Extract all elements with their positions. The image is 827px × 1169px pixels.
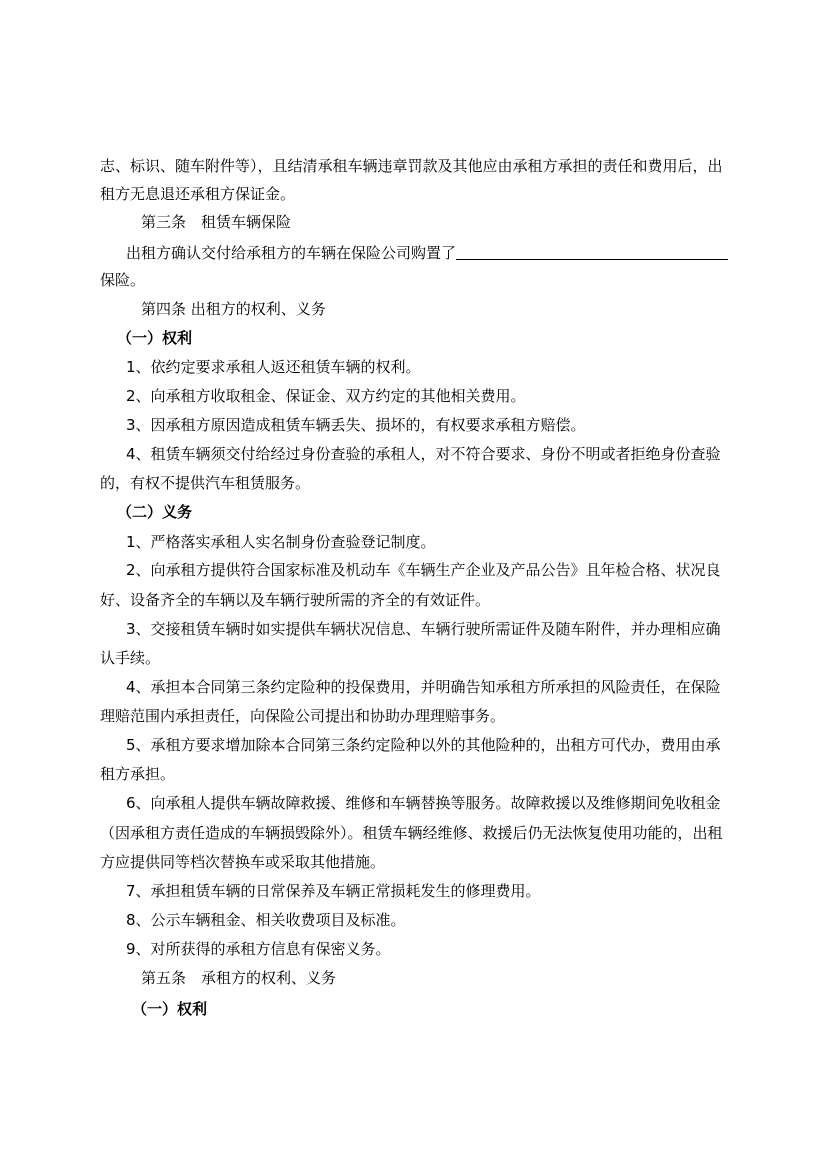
list-item-cont: 理赔范围内承担责任，向保险公司提出和协助办理理赔事务。 — [100, 707, 506, 725]
article-4-title: 第四条 出租方的权利、义务 — [141, 300, 326, 318]
list-item-cont: 认手续。 — [100, 649, 161, 667]
list-item: 2、向承租方提供符合国家标准及机动车《车辆生产企业及产品公告》且年检合格、状况良 — [126, 561, 721, 579]
article-3-title: 第三条 租赁车辆保险 — [141, 213, 292, 231]
paragraph-line: 志、标识、随车附件等），且结清承租车辆违章罚款及其他应由承租方承担的责任和费用后，出 — [100, 157, 723, 175]
list-item: 4、承担本合同第三条约定险种的投保费用，并明确告知承租方所承担的风险责任，在保险 — [126, 678, 721, 696]
list-item: 9、对所获得的承租方信息有保密义务。 — [126, 940, 391, 958]
list-item-cont: 租方承担。 — [100, 765, 176, 783]
list-item-cont: 好、设备齐全的车辆以及车辆行驶所需的齐全的有效证件。 — [100, 591, 491, 609]
list-item: 3、因承租方原因造成租赁车辆丢失、损坏的，有权要求承租方赔偿。 — [126, 416, 586, 434]
list-item-cont: （因承租方责任造成的车辆损毁除外）。租赁车辆经维修、救援后仍无法恢复使用功能的，出租 — [100, 824, 723, 842]
list-item-cont: 方应提供同等档次替换车或采取其他措施。 — [100, 853, 386, 871]
list-item: 5、承租方要求增加除本合同第三条约定险种以外的其他险种的，出租方可代办，费用由承 — [126, 736, 721, 754]
list-item: 1、依约定要求承租人返还租赁车辆的权利。 — [126, 358, 421, 376]
rights-heading: （一）权利 — [132, 1000, 208, 1018]
rights-heading: （一）权利 — [117, 329, 193, 347]
article-5-title: 第五条 承租方的权利、义务 — [141, 969, 337, 987]
list-item: 4、租赁车辆须交付给经过身份查验的承租人，对不符合要求、身份不明或者拒绝身份查验 — [126, 445, 721, 463]
article-3-line — [126, 243, 728, 263]
list-item: 2、向承租方收取租金、保证金、双方约定的其他相关费用。 — [126, 387, 526, 405]
list-item: 3、交接租赁车辆时如实提供车辆状况信息、车辆行驶所需证件及随车附件，并办理相应确 — [126, 620, 721, 638]
insurance-blank-line — [456, 243, 728, 260]
paragraph-line: 租方无息退还承租方保证金。 — [100, 185, 296, 203]
list-item: 8、公示车辆租金、相关收费项目及标准。 — [126, 911, 406, 929]
list-item: 6、向承租人提供车辆故障救援、维修和车辆替换等服务。故障救援以及维修期间免收租金 — [126, 794, 721, 812]
list-item-cont: 的，有权不提供汽车租赁服务。 — [100, 474, 311, 492]
list-item: 1、严格落实承租人实名制身份查验登记制度。 — [126, 533, 436, 551]
duties-heading: （二）义务 — [117, 503, 193, 521]
list-item: 7、承担租赁车辆的日常保养及车辆正常损耗发生的修理费用。 — [126, 882, 541, 900]
paragraph-line: 保险。 — [100, 271, 146, 289]
article-3-text: 出租方确认交付给承租方的车辆在保险公司购置了 — [126, 244, 457, 262]
